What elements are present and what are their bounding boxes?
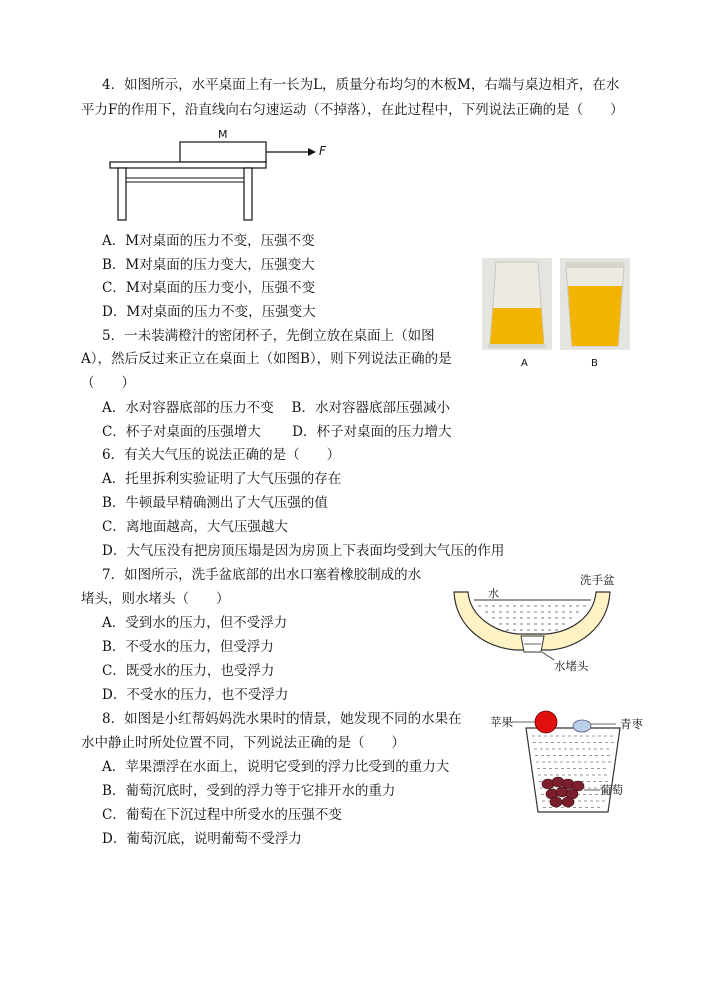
water-dashes [478,606,586,630]
photo-label-b: B [591,358,598,369]
q8-stem-line-1: 8．如图是小红帮妈妈洗水果时的情景，她发现不同的水果在 [102,711,462,727]
table-leg-left [118,168,126,220]
grape [562,797,574,807]
q5-stem-line-3: （ ） [81,375,135,391]
label-jujube: 青枣 [620,717,643,731]
force-arrowhead [308,148,316,156]
table-crossbar [126,178,244,182]
q4-option-c: C．M对桌面的压力变小，压强不变 [102,280,316,296]
board-m [180,142,266,162]
label-f: F [319,144,326,158]
q6-stem: 6．有关大气压的说法正确的是（ ） [102,447,341,463]
q8-option-b: B．葡萄沉底时，受到的浮力等于它排开水的重力 [102,783,396,799]
q5-stem-line-2: A），然后反过来正立在桌面上（如图B），则下列说法正确的是 [81,351,452,367]
q5-cup-photos [482,258,632,373]
jujube [573,720,591,732]
q7-option-c: C．既受水的压力，也受浮力 [102,663,275,679]
q4-stem-line-2: 平力F的作用下，沿直线向右匀速运动（不掉落），在此过程中，下列说法正确的是（ ） [81,102,624,118]
q5-stem-line-1: 5．一未装满橙汁的密闭杯子，先倒立放在桌面上（如图 [102,328,435,344]
cup-a-lid [488,344,546,348]
q4-option-b: B．M对桌面的压力变大，压强变大 [102,257,315,273]
q7-stem-line-1: 7．如图所示，洗手盆底部的出水口塞着橡胶制成的水 [102,567,422,583]
q8-fruit-basin-figure [488,706,658,816]
q8-option-a: A．苹果漂浮在水面上，说明它受到的浮力比受到的重力大 [102,759,450,775]
q7-option-b: B．不受水的压力，但受浮力 [102,639,274,655]
juice-a [490,308,544,346]
q8-option-c: C．葡萄在下沉过程中所受水的压强不变 [102,807,342,823]
cup-b-lid [566,262,624,267]
photo-label-a: A [521,358,528,369]
label-plug: 水堵头 [554,659,589,673]
juice-b [568,286,622,346]
label-basin: 洗手盆 [580,573,615,587]
q7-option-d: D．不受水的压力，也不受浮力 [102,687,289,703]
q6-option-c: C．离地面越高，大气压强越大 [102,519,288,535]
plug-pointer [542,652,554,660]
label-m: M [218,128,228,141]
q4-stem-line-1: 4．如图所示，水平桌面上有一长为L，质量分布均匀的木板M，右端与桌边相齐，在水 [102,77,620,93]
label-water: 水 [488,587,499,600]
q6-option-a: A．托里拆利实验证明了大气压强的存在 [102,471,342,487]
table-leg-right [244,168,252,220]
q6-option-b: B．牛顿最早精确测出了大气压强的值 [102,495,328,511]
q8-option-d: D．葡萄沉底，说明葡萄不受浮力 [102,831,302,847]
q7-stem-line-2: 堵头，则水堵头（ ） [81,591,230,607]
q4-option-d: D．M对桌面的压力不变，压强变大 [102,304,316,320]
q5-options-row-1: A．水对容器底部的压力不变 B．水对容器底部压强减小 [102,400,450,416]
q4-option-a: A．M对桌面的压力不变，压强不变 [102,233,315,249]
q8-stem-line-2: 水中静止时所处位置不同，下列说法正确的是（ ） [81,735,405,751]
q6-option-d: D．大气压没有把房顶压塌是因为房顶上下表面均受到大气压的作用 [102,543,505,559]
q5-options-row-2: C．杯子对桌面的压强增大 D．杯子对桌面的压力增大 [102,424,452,440]
q4-table-board-figure [104,124,344,224]
apple [535,711,557,733]
q7-basin-figure [446,566,626,678]
label-apple: 苹果 [490,715,513,729]
table-top [110,162,266,168]
label-grape: 葡萄 [600,783,623,797]
q7-option-a: A．受到水的压力，但不受浮力 [102,615,288,631]
grape [550,797,562,807]
